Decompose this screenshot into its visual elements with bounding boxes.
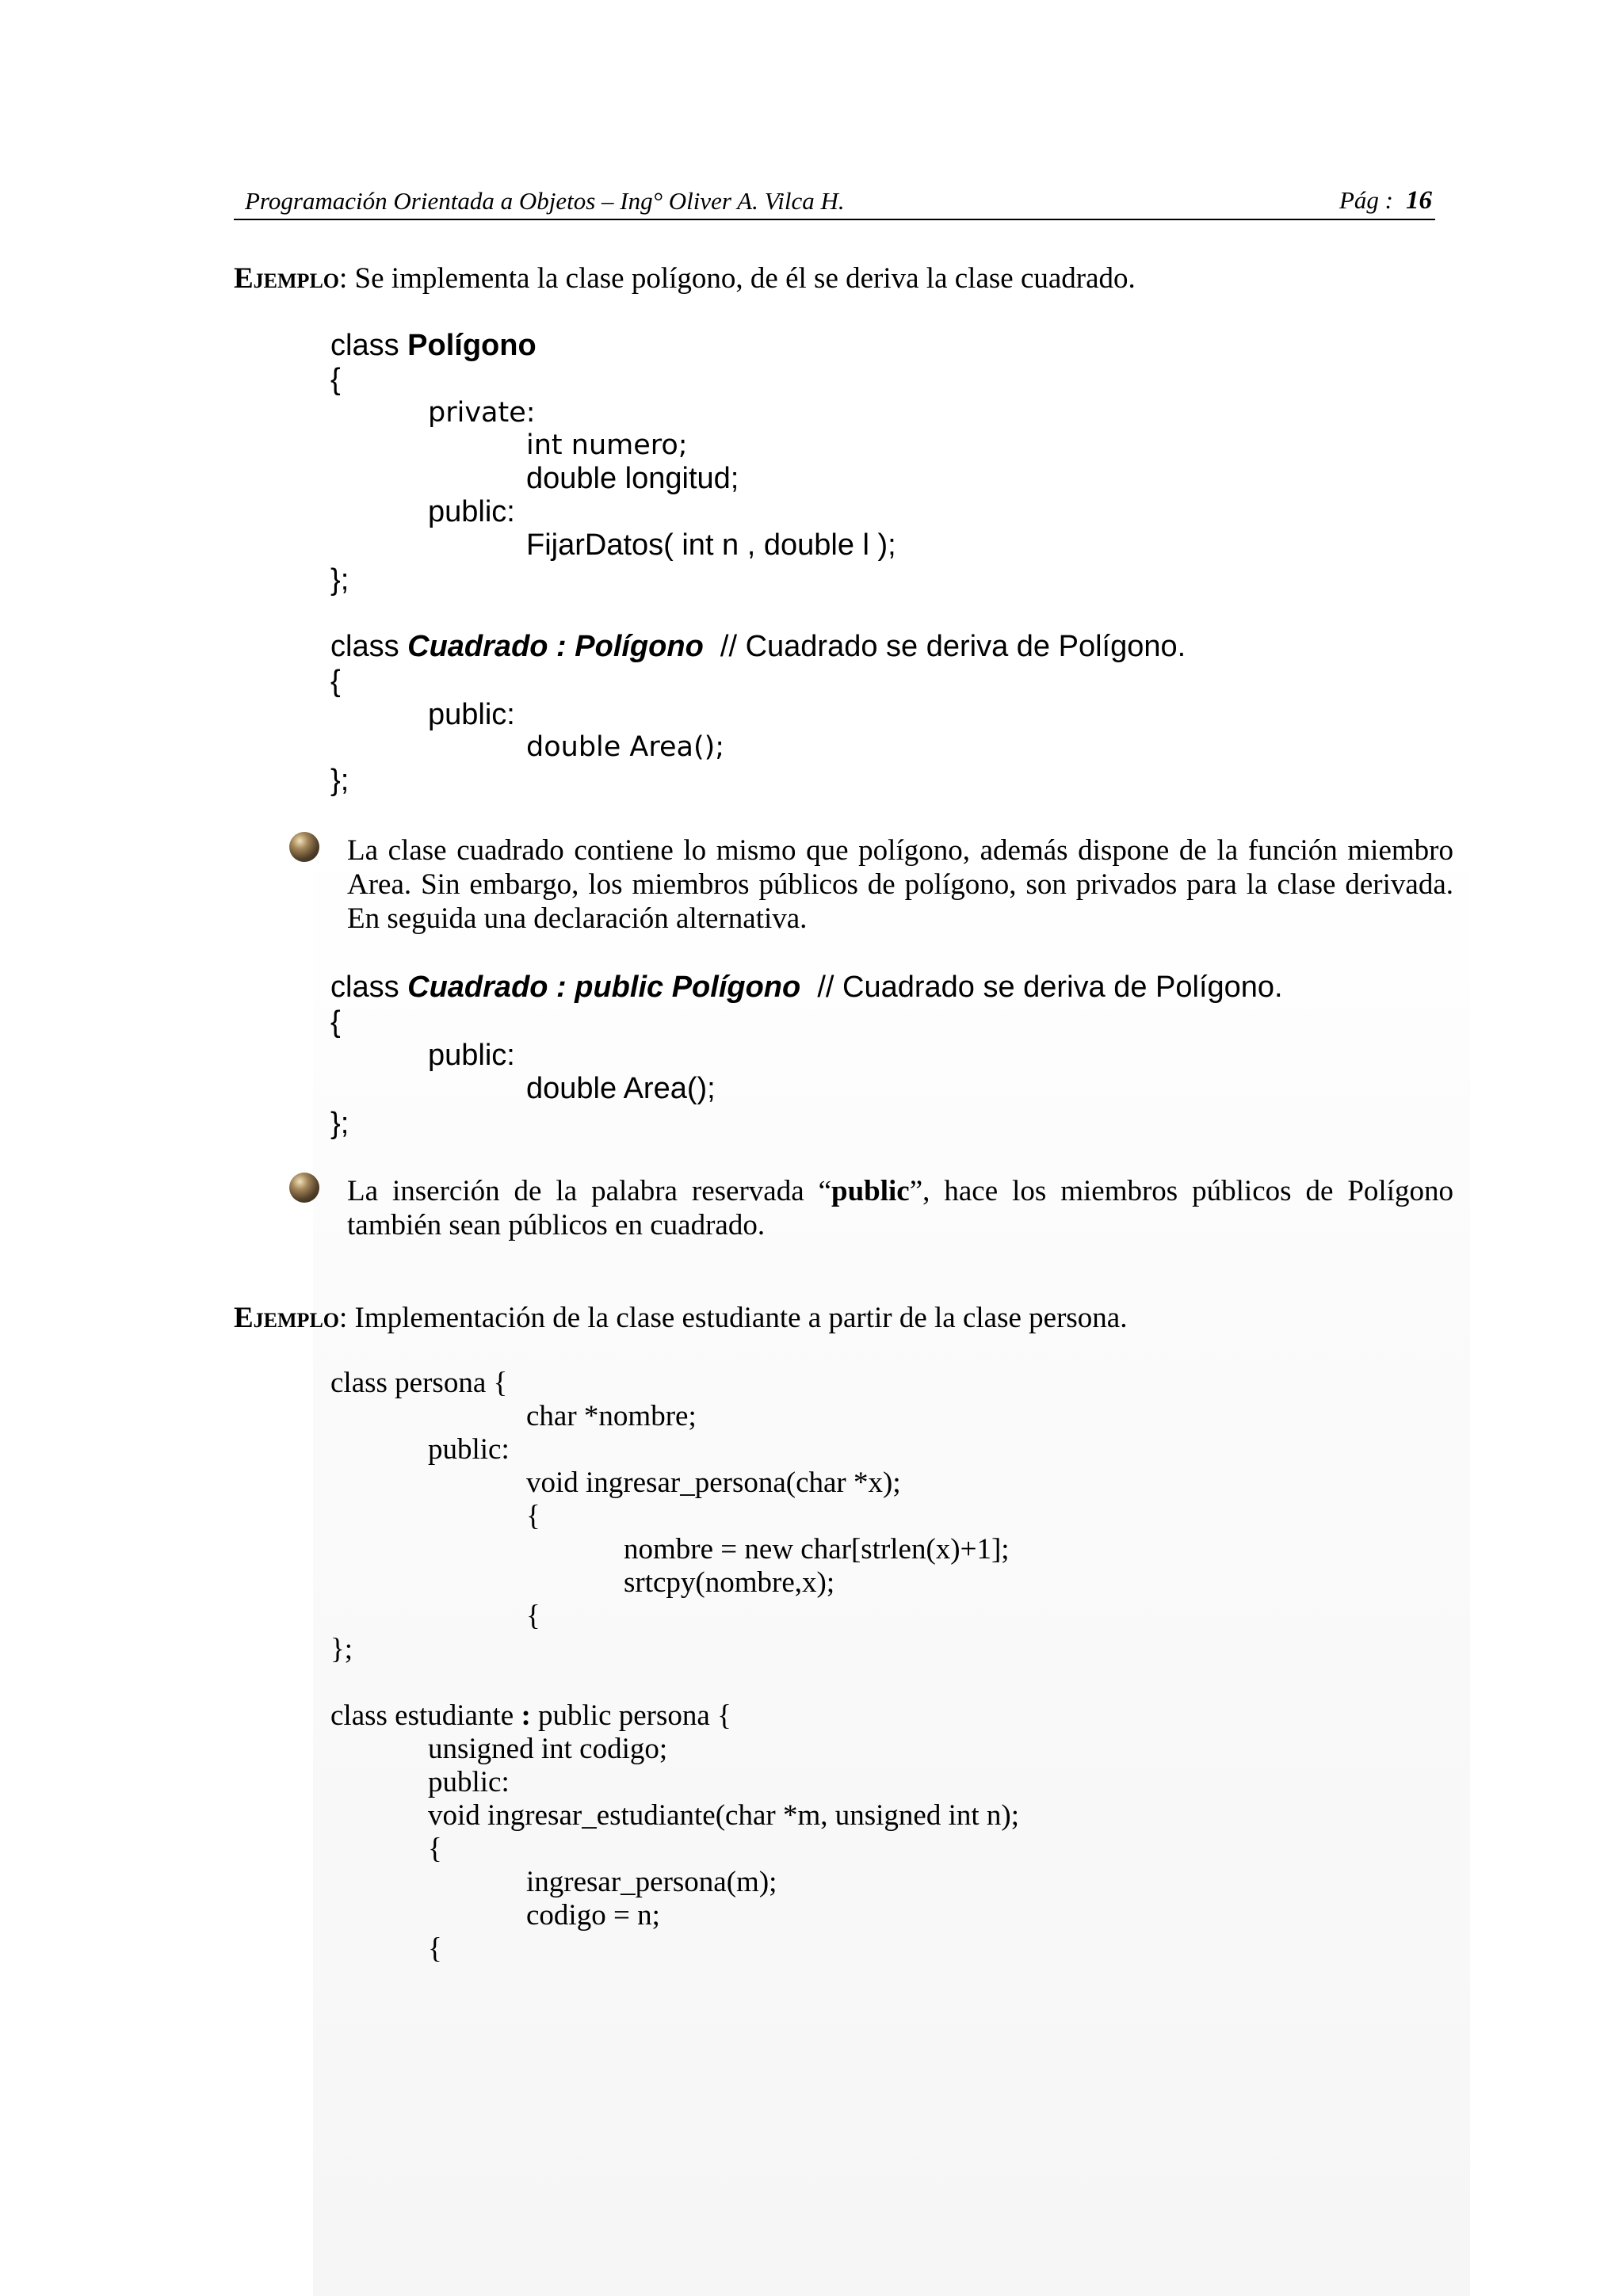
code-line	[330, 328, 537, 363]
code-line	[330, 970, 1283, 1005]
code-line: public:	[428, 1766, 510, 1798]
code-line	[330, 629, 1186, 664]
bullet-sphere-icon	[289, 832, 319, 862]
code-line: double Area();	[526, 731, 725, 763]
bullet-paragraph-1: La clase cuadrado contiene lo mismo que polígono, además dispone de la función miembro Area. Sin embargo, los miembros públicos de polígono, son privados para la clase derivada. En seguida una declaración alternativa.	[347, 834, 1453, 935]
code-line: void ingresar_persona(char *x);	[526, 1466, 901, 1499]
code-line: srtcpy(nombre,x);	[624, 1566, 835, 1599]
code-line: };	[330, 764, 349, 797]
code-comment: // Cuadrado se deriva de Polígono.	[800, 971, 1283, 1004]
code-line: int numero;	[526, 429, 688, 461]
page-label: Pág :	[1338, 186, 1393, 214]
code-line: public:	[428, 495, 515, 528]
example-text: : Implementación de la clase estudiante a partir de la clase persona.	[339, 1302, 1128, 1334]
class-name: Cuadrado : public Polígono	[407, 971, 801, 1004]
code-line: {	[526, 1600, 540, 1632]
example-heading-2	[234, 1301, 1127, 1335]
code-line: };	[330, 1107, 349, 1140]
code-line: public:	[428, 698, 515, 731]
code-line: };	[330, 563, 349, 597]
example-heading-1	[234, 261, 1136, 296]
code-line: {	[330, 665, 341, 698]
page-header	[234, 181, 1435, 220]
code-line: void ingresar_estudiante(char *m, unsigned int n);	[428, 1799, 1019, 1832]
code-line: public:	[428, 1433, 510, 1466]
code-line: {	[330, 1005, 341, 1039]
code-line: private:	[428, 397, 536, 429]
code-line: char *nombre;	[526, 1400, 697, 1432]
keyword-public: public	[831, 1175, 910, 1207]
code-line: unsigned int codigo;	[428, 1733, 668, 1765]
code-keyword: class	[330, 630, 408, 663]
code-line: {	[428, 1932, 442, 1965]
bullet-sphere-icon	[289, 1173, 319, 1203]
code-line: public:	[428, 1039, 515, 1072]
header-title: Programación Orientada a Objetos – Ing° Oliver A. Vilca H.	[245, 187, 845, 215]
code-line: ingresar_persona(m);	[526, 1866, 777, 1898]
code-line: codigo = n;	[526, 1899, 660, 1932]
page-number: 16	[1406, 186, 1432, 215]
code-line: FijarDatos( int n , double l );	[526, 528, 896, 562]
header-page	[1339, 186, 1432, 215]
code-line: double Area();	[526, 1072, 716, 1105]
code-comment: // Cuadrado se deriva de Polígono.	[703, 630, 1186, 663]
code-line: };	[330, 1633, 353, 1665]
code-keyword: class	[330, 329, 408, 362]
code-line: {	[526, 1500, 540, 1532]
bullet-paragraph-2: La inserción de la palabra reservada “public”, hace los miembros públicos de Polígono también sean públicos en cuadrado.	[347, 1175, 1453, 1241]
code-line: nombre = new char[strlen(x)+1];	[624, 1533, 1010, 1566]
code-keyword: class	[330, 971, 408, 1004]
example-text: : Se implementa la clase polígono, de él se deriva la clase cuadrado.	[339, 262, 1136, 295]
example-label: Ejemplo	[234, 1302, 340, 1334]
class-name: Cuadrado : Polígono	[407, 630, 704, 663]
code-line: class persona {	[330, 1367, 508, 1399]
code-line: {	[330, 363, 341, 396]
code-line: double longitud;	[526, 462, 739, 495]
example-label: Ejemplo	[234, 262, 340, 295]
code-line: {	[428, 1833, 442, 1865]
code-line: class estudiante : public persona {	[330, 1699, 731, 1732]
class-name: Polígono	[407, 329, 537, 362]
